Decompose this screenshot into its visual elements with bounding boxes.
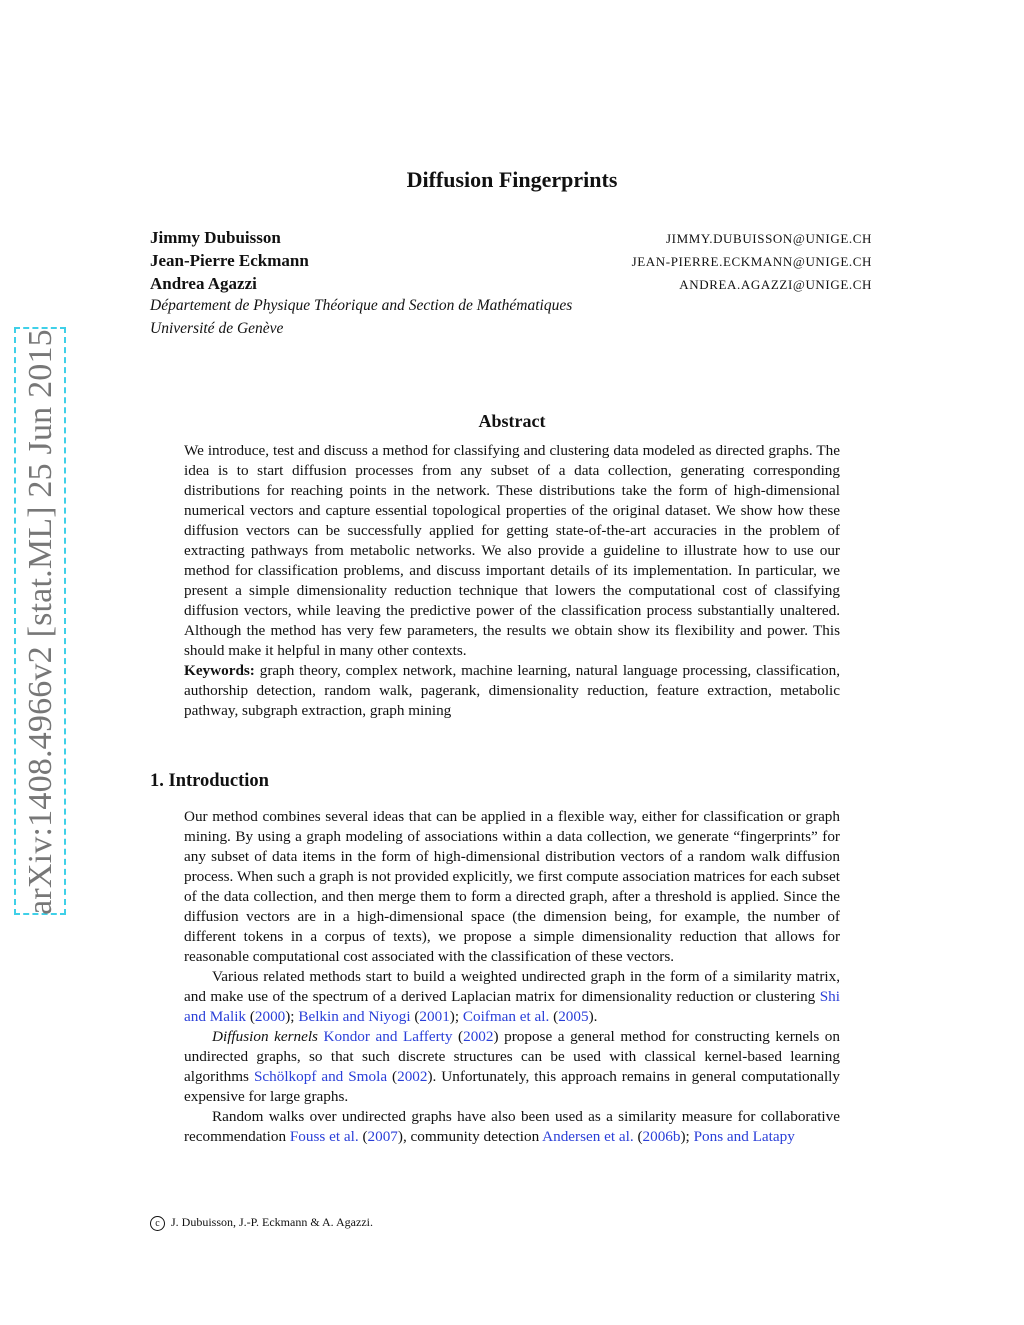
intro-paragraph-4: Random walks over undirected graphs have also been used as a similarity measure for collaborative recommendation Fouss et al. (2007), community detection Andersen et al. (2006b); Pons and Latapy	[184, 1108, 840, 1145]
abstract-text: We introduce, test and discuss a method for classifying and clustering data modeled as directed graphs. The idea is to start diffusion processes from any subset of a data collection, generating corresponding distributions for reaching points in the network. These distributions take the form of high-dimensional numerical vectors and capture essential topological properties of the original dataset. We show how these diffusion vectors can be successfully applied for getting state-of-the-art accuracies in the problem of extracting pathways from metabolic networks. We also provide a guideline to illustrate how to use our method for classification problems, and discuss important details of its implementation. In particular, we present a simple dimensionality reduction technique that lowers the computational cost of classifying diffusion vectors, while leaving the predictive power of the classification process substantially unaltered. Although the method has very few parameters, the results we obtain show its flexibility and power. This should make it helpful in many other contexts.	[184, 442, 840, 659]
abstract-heading: Abstract	[478, 411, 546, 431]
citation-year-link[interactable]: 2005	[558, 1008, 589, 1025]
author-name: Jimmy Dubuisson	[150, 228, 281, 247]
citation-link[interactable]: Belkin and Niyogi	[298, 1008, 411, 1025]
copyright-text: J. Dubuisson, J.-P. Eckmann & A. Agazzi.	[171, 1215, 373, 1229]
keywords-list: graph theory, complex network, machine learning, natural language processing, classification, authorship detection, random walk, pagerank, dimensionality reduction, feature extraction, metabolic pathway, subgraph extraction, graph mining	[184, 662, 840, 719]
affiliation-department: Département de Physique Théorique and Section de Mathématiques	[150, 297, 573, 314]
author-email: JEAN-PIERRE.ECKMANN@UNIGE.CH	[631, 254, 872, 269]
citation-link[interactable]: Coifman et al.	[462, 1008, 550, 1025]
citation-year-link[interactable]: 2002	[463, 1028, 494, 1045]
author-name: Jean-Pierre Eckmann	[150, 251, 309, 270]
citation-link[interactable]: Fouss et al.	[289, 1128, 359, 1145]
citation-link[interactable]: Schölkopf and Smola	[253, 1068, 388, 1085]
citation-year-link[interactable]: 2001	[419, 1008, 450, 1025]
citation-year-link[interactable]: 2007	[367, 1128, 398, 1145]
intro-paragraph-3: Diffusion kernels Kondor and Lafferty (2002) propose a general method for constructing kernels on undirected graphs, so that such discrete structures can be used with classical kernel-based learning algorithms Schölkopf and Smola (2002). Unfortunately, this approach remains in general computationally expensive for large graphs.	[184, 1028, 840, 1105]
citation-link[interactable]: Pons and Latapy	[693, 1128, 795, 1145]
intro-paragraph-2: Various related methods start to build a weighted undirected graph in the form of a similarity matrix, and make use of the spectrum of a derived Laplacian matrix for dimensionality reduction or clustering Shi and Malik (2000); Belkin and Niyogi (2001); Coifman et al. (2005).	[184, 968, 840, 1025]
copyright-icon: c	[150, 1216, 165, 1231]
citation-link[interactable]: Shi and Malik	[184, 988, 840, 1025]
affiliation-university: Université de Genève	[150, 320, 284, 337]
abstract-body	[184, 441, 840, 721]
citation-year-link[interactable]: 2002	[397, 1068, 428, 1085]
section-heading: 1. Introduction	[150, 771, 269, 791]
copyright-footer	[150, 1215, 373, 1231]
citation-year-link[interactable]: 2000	[254, 1008, 286, 1025]
author-name: Andrea Agazzi	[150, 274, 257, 293]
keywords-label: Keywords:	[184, 662, 255, 679]
author-email: JIMMY.DUBUISSON@UNIGE.CH	[666, 231, 872, 246]
paper-title: Diffusion Fingerprints	[406, 167, 618, 192]
citation-link[interactable]: Andersen et al.	[542, 1128, 634, 1145]
arxiv-identifier: arXiv:1408.4966v2 [stat.ML] 25 Jun 2015	[22, 329, 59, 915]
intro-paragraph-1: Our method combines several ideas that can be applied in a flexible way, either for classification or graph mining. By using a graph modeling of associations within a data collection, we generate “fingerprints” for any subset of data items in the form of high-dimensional distribution vectors of a random walk diffusion process. When such a graph is not provided explicitly, we first compute association matrices for each subset of the data collection, and then merge them to form a directed graph, after a threshold is applied. Since the diffusion vectors are in a high-dimensional space (the dimension being, for example, the number of different tokens in a corpus of texts), we propose a simple dimensionality reduction that allows for reasonable computational cost associated with the classification of these vectors.	[184, 808, 840, 965]
introduction-body	[184, 807, 840, 1147]
citation-link[interactable]: Kondor and Lafferty	[323, 1028, 453, 1045]
citation-year-link[interactable]: 2006b	[642, 1128, 681, 1145]
author-email: ANDREA.AGAZZI@UNIGE.CH	[679, 277, 872, 292]
keywords	[184, 661, 840, 721]
